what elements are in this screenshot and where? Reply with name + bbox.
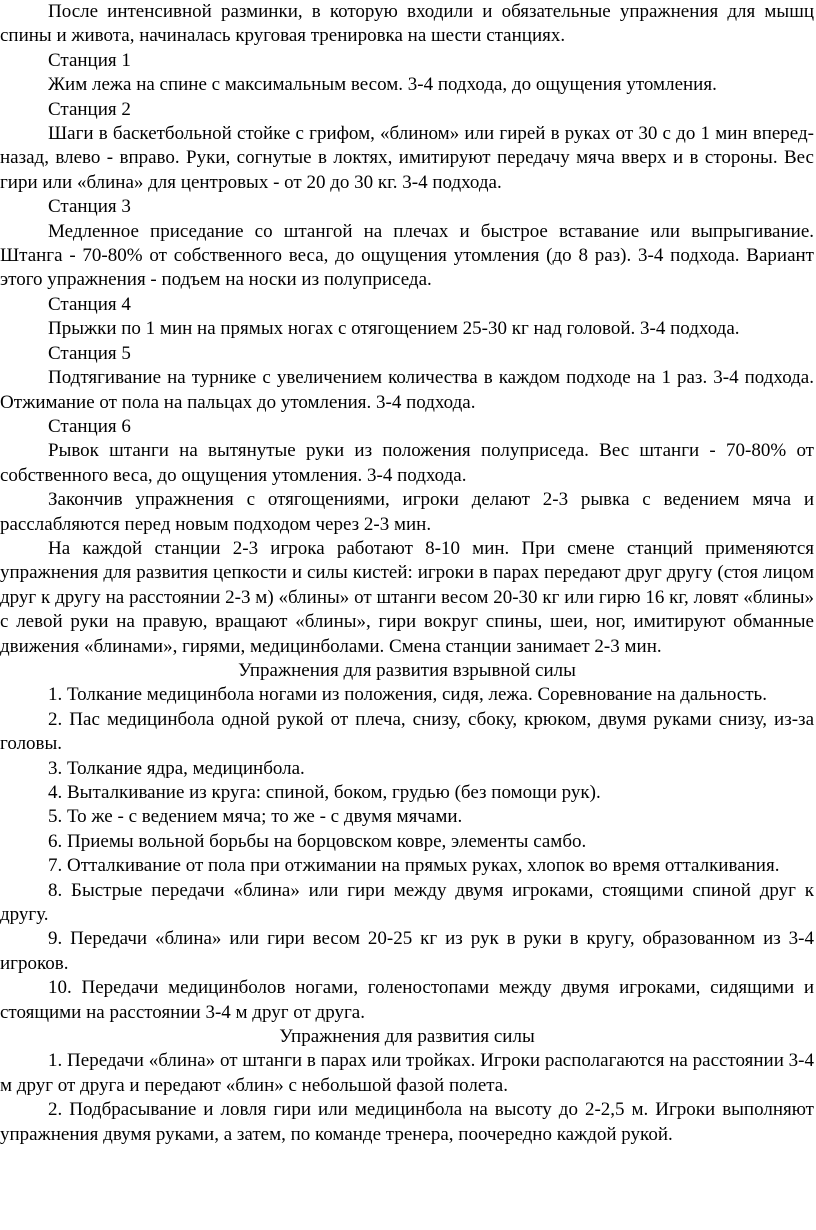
strength-heading: Упражнения для развития силы — [279, 1026, 535, 1048]
explosive-item-6: 6. Приемы вольной борьбы на борцовском ковре, элементы самбо. — [48, 830, 587, 852]
station-5-title: Станция 5 — [48, 342, 131, 364]
station-1-title: Станция 1 — [48, 49, 131, 71]
station-4-title: Станция 4 — [48, 293, 131, 315]
strength-item-1: 1. Передачи «блина» от штанги в парах или тройках. Игроки располагаются на расстоянии 3-4 м друг от друга и передают «блин» с небольшой фазой полета. — [0, 1050, 814, 1096]
explosive-item-3: 3. Толкание ядра, медицинбола. — [48, 757, 305, 779]
explosive-item-4: 4. Выталкивание из круга: спиной, боком, грудью (без помощи рук). — [48, 782, 601, 803]
intro-paragraph: После интенсивной разминки, в которую входили и обязательные упражнения для мышц спины и живота, начиналась круговая тренировка на шести станциях. — [0, 1, 814, 47]
station-3-text: Медленное приседание со штангой на плечах и быстрое вставание или выпрыгивание. Штанга - 70-80% от собственного веса, до ощущения утомления (до 8 раз). 3-4 подхода. Вариант этого упражнения - подъем на носки из полуприседа. — [0, 220, 814, 291]
after-exercises-paragraph: Закончив упражнения с отягощениями, игроки делают 2-3 рывка с ведением мяча и расслабляются перед новым подходом через 2-3 мин. — [0, 489, 814, 535]
explosive-item-8: 8. Быстрые передачи «блина» или гири между двумя игроками, стоящими спиной друг к другу. — [0, 879, 814, 926]
explosive-item-9: 9. Передачи «блина» или гири весом 20-25 кг из рук в руки в кругу, образованном из 3-4 игроков. — [0, 928, 814, 974]
station-5-text: Подтягивание на турнике с увеличением количества в каждом подходе на 1 раз. 3-4 подхода. Отжимание от пола на пальцах до утомления. 3-4 подхода. — [0, 367, 814, 413]
explosive-strength-heading: Упражнения для развития взрывной силы — [238, 659, 576, 681]
explosive-item-1: 1. Толкание медицинбола ногами из положения, сидя, лежа. Соревнование на дальность. — [48, 684, 767, 706]
explosive-item-7: 7. Отталкивание от пола при отжимании на прямых руках, хлопок во время отталкивания. — [48, 855, 780, 877]
explosive-item-10: 10. Передачи медицинболов ногами, голеностопами между двумя игроками, сидящими и стоящими на расстоянии 3-4 м друг от друга. — [0, 977, 814, 1023]
explosive-item-5: 5. То же - с ведением мяча; то же - с двумя мячами. — [48, 806, 463, 828]
station-1-text: Жим лежа на спине с максимальным весом. 3-4 подхода, до ощущения утомления. — [48, 74, 717, 96]
station-4-text: Прыжки по 1 мин на прямых ногах с отягощением 25-30 кг над головой. 3-4 подхода. — [48, 318, 740, 340]
station-2-title: Станция 2 — [48, 98, 131, 120]
strength-item-2: 2. Подбрасывание и ловля гири или медицинбола на высоту до 2-2,5 м. Игроки выполняют упражнения двумя руками, а затем, по команде тренера, поочередно каждой рукой. — [0, 1099, 814, 1145]
station-2-text: Шаги в баскетбольной стойке с грифом, «блином» или гирей в руках от 30 с до 1 мин вперед-назад, влево - вправо. Руки, согнутые в локтях, имитируют передачу мяча вверх и в стороны. Вес гири или «блина» для центровых - от 20 до 30 кг. 3-4 подхода. — [0, 123, 814, 193]
station-6-title: Станция 6 — [48, 415, 131, 437]
station-6-text: Рывок штанги на вытянутые руки из положения полуприседа. Вес штанги - 70-80% от собственного веса, до ощущения утомления. 3-4 подхода. — [0, 440, 814, 486]
station-3-title: Станция 3 — [48, 196, 131, 218]
rotation-paragraph: На каждой станции 2-3 игрока работают 8-10 мин. При смене станций применяются упражнения для развития цепкости и силы кистей: игроки в парах передают друг другу (стоя лицом друг к другу на расстоянии 2-3 м) «блины» от штанги весом 20-30 кг или гирю 16 кг, ловят «блины» с левой руки на правую, вращают «блины», гири вокруг спины, шеи, ног, имитируют обманные движения «блинами», гирями, медицинболами. Смена станции занимает 2-3 мин. — [0, 537, 814, 657]
explosive-item-2: 2. Пас медицинбола одной рукой от плеча, снизу, сбоку, крюком, двумя руками снизу, из-за головы. — [0, 708, 814, 755]
